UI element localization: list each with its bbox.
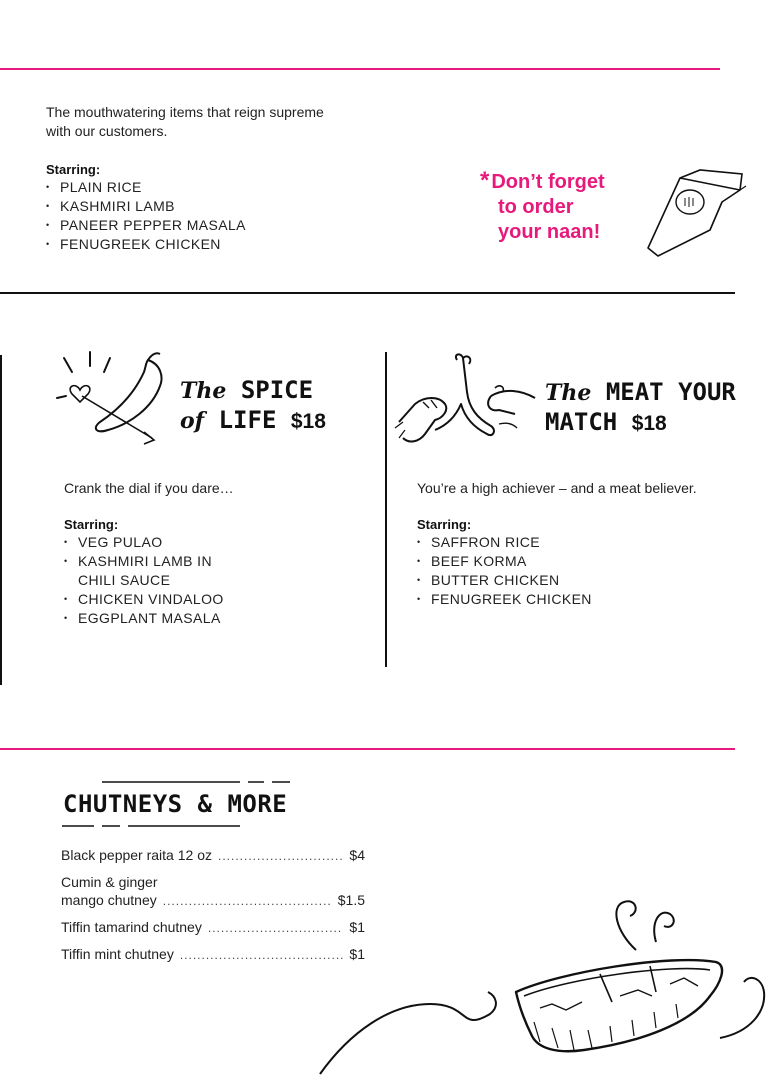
list-item: • EGGPLANT MASALA (64, 609, 224, 628)
wishbone-hands-icon (395, 352, 545, 447)
list-item: • KASHMIRI LAMB IN (64, 552, 224, 571)
list-item: • BUTTER CHICKEN (417, 571, 592, 590)
combo-title-the: The (180, 378, 227, 404)
combo-price: $18 (631, 412, 667, 435)
list-item: • FENUGREEK CHICKEN (417, 590, 592, 609)
naan-note-line2: to order (498, 196, 574, 218)
list-item: • FENUGREEK CHICKEN (46, 235, 246, 254)
section-divider (0, 292, 735, 294)
naan-note-line3: your naan! (498, 221, 601, 243)
intro-description (46, 103, 376, 141)
list-item: • SAFFRON RICE (417, 533, 592, 552)
menu-item-name-line1: Cumin & ginger (61, 874, 158, 890)
list-item: • BEEF KORMA (417, 552, 592, 571)
combo-title-rest: LIFE (218, 406, 277, 434)
combo-separator (385, 352, 387, 667)
combo-title-spice-of-life (180, 376, 326, 436)
combo-item-list (417, 533, 592, 609)
combo-price: $18 (290, 410, 326, 433)
chutney-bowl-icon (320, 892, 768, 1077)
combo-starring-label: Starring: (417, 517, 472, 532)
naan-note (480, 168, 605, 245)
combo-item-list (64, 533, 224, 628)
combo-title-the: The (545, 380, 592, 406)
naan-bag-icon (640, 160, 750, 260)
intro-item-list (46, 178, 246, 254)
asterisk-icon: * (480, 167, 490, 194)
menu-item-price: $1.5 (337, 892, 365, 908)
title-underline-decoration (100, 779, 300, 785)
leader-dots (180, 946, 344, 964)
menu-item-price: $1 (349, 919, 365, 935)
combo-tagline: You’re a high achiever – and a meat believer. (417, 480, 697, 496)
menu-item-price: $1 (349, 946, 365, 962)
list-item: • VEG PULAO (64, 533, 224, 552)
combo-title-main: SPICE (240, 376, 314, 404)
menu-item-price: $4 (349, 847, 365, 863)
list-item: • PLAIN RICE (46, 178, 246, 197)
menu-item-name: Tiffin mint chutney (61, 946, 174, 962)
leader-dots (218, 847, 343, 865)
left-edge-line (0, 355, 2, 685)
title-underline-decoration (60, 823, 260, 829)
list-item: • CHICKEN VINDALOO (64, 590, 224, 609)
intro-starring-label: Starring: (46, 162, 101, 177)
intro-description-line2: with our customers. (46, 123, 168, 139)
menu-item-name: Black pepper raita 12 oz (61, 847, 212, 863)
combo-title-meat-your-match (545, 378, 736, 438)
combo-tagline: Crank the dial if you dare… (64, 480, 234, 496)
naan-note-line1: Don’t forget (491, 171, 605, 193)
combo-starring-label: Starring: (64, 517, 119, 532)
intro-description-line1: The mouthwatering items that reign supreme (46, 104, 324, 120)
list-item: • KASHMIRI LAMB (46, 197, 246, 216)
pepper-heart-icon (52, 350, 177, 450)
leader-dots (163, 892, 332, 910)
combo-title-of: of (180, 408, 205, 434)
list-item-continuation: CHILI SAUCE (78, 572, 171, 588)
section-divider (0, 748, 735, 750)
list-item: • PANEER PEPPER MASALA (46, 216, 246, 235)
chutneys-title: CHUTNEYS & MORE (63, 790, 288, 818)
combo-title-rest: MATCH (545, 408, 618, 436)
menu-item (61, 846, 365, 865)
top-divider (0, 68, 720, 70)
menu-item-name: Tiffin tamarind chutney (61, 919, 202, 935)
combo-title-main: MEAT YOUR (605, 378, 736, 406)
menu-item-name: mango chutney (61, 892, 157, 908)
